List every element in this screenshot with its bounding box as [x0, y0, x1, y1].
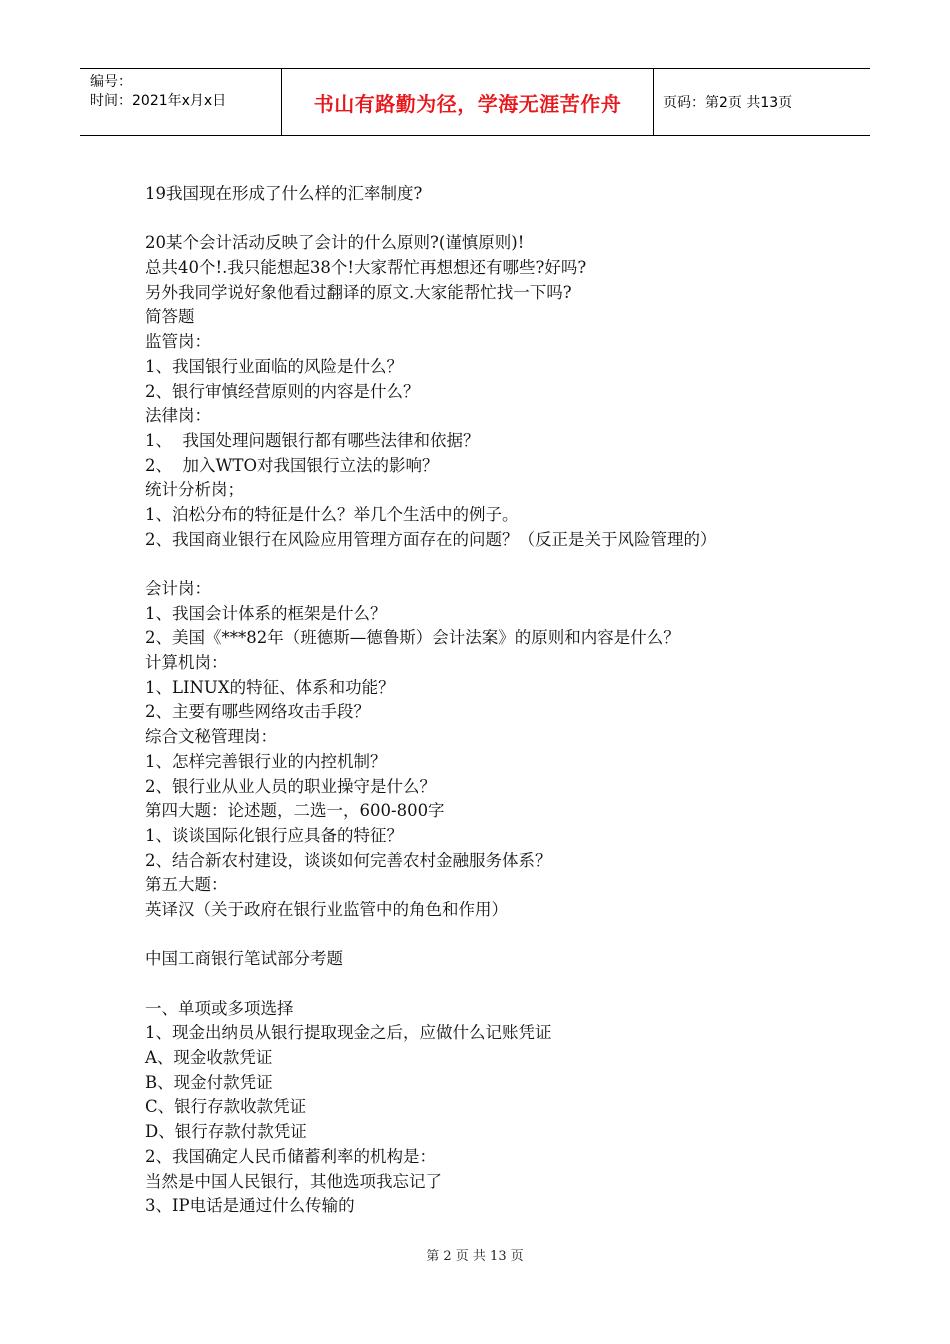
text-line: 2、结合新农村建设，谈谈如何完善农村金融服务体系？	[145, 850, 552, 870]
text-line: 1、我国银行业面临的风险是什么？	[145, 356, 403, 376]
blank-line	[145, 923, 850, 948]
text-line: 20某个会计活动反映了会计的什么原则?(谨慎原则)!	[145, 233, 525, 253]
text-line: 2、主要有哪些网络攻击手段？	[145, 702, 370, 722]
page-footer: 第 2 页 共 13 页	[426, 1249, 524, 1264]
header-meta-cell	[80, 69, 282, 135]
text-line: 2、我国商业银行在风险应用管理方面存在的问题？（反正是关于风险管理的）	[145, 529, 717, 549]
number-label: 编号：	[90, 74, 132, 90]
text-line: 统计分析岗；	[145, 480, 244, 500]
text-line: 总共40个!.我只能想起38个!大家帮忙再想想还有哪些?好吗?	[145, 258, 587, 278]
text-line: 第五大题：	[145, 875, 228, 895]
text-line: 2、美国《***82年（班德斯—德鲁斯）会计法案》的原则和内容是什么？	[145, 628, 680, 648]
text-line: 法律岗：	[145, 406, 211, 426]
blank-line	[145, 972, 850, 997]
text-line: 1、我国会计体系的框架是什么？	[145, 603, 387, 623]
text-line: B、现金付款凭证	[145, 1072, 273, 1092]
text-line: 综合文秘管理岗：	[145, 727, 277, 747]
text-line: 另外我同学说好象他看过翻译的原文.大家能帮忙找一下吗?	[145, 282, 572, 302]
header-motto: 书山有路勤为径，学海无涯苦作舟	[282, 69, 654, 135]
text-line: A、现金收款凭证	[145, 1048, 273, 1068]
document-header	[80, 68, 870, 136]
text-line: 2、我国确定人民币储蓄利率的机构是：	[145, 1146, 436, 1166]
text-line: 2、 加入WTO对我国银行立法的影响？	[145, 455, 439, 475]
text-line: 简答题	[145, 307, 195, 327]
text-line: 中国工商银行笔试部分考题	[145, 949, 343, 969]
text-line: C、银行存款收款凭证	[145, 1097, 307, 1117]
text-line: 计算机岗：	[145, 653, 228, 673]
text-line: 会计岗：	[145, 579, 211, 598]
text-line: 1、泊松分布的特征是什么？举几个生活中的例子。	[145, 504, 519, 524]
text-line: 19我国现在形成了什么样的汇率制度?	[145, 184, 423, 203]
text-line: 1、现金出纳员从银行提取现金之后，应做什么记账凭证	[145, 1023, 552, 1043]
text-line: 1、 我国处理问题银行都有哪些法律和依据？	[145, 430, 480, 450]
date-label: 时间：2021年x月x日	[90, 93, 227, 109]
text-line: D、银行存款付款凭证	[145, 1122, 307, 1142]
text-line: 2、银行业从业人员的职业操守是什么？	[145, 776, 436, 796]
document-body	[145, 182, 850, 1219]
text-line: 1、怎样完善银行业的内控机制？	[145, 751, 387, 771]
text-line: 第四大题：论述题，二选一，600-800字	[145, 801, 445, 821]
text-line: 3、IP电话是通过什么传输的	[145, 1196, 355, 1216]
text-line: 一、单项或多项选择	[145, 998, 294, 1018]
header-page-info: 页码：第2页 共13页	[663, 95, 793, 111]
text-line: 监管岗：	[145, 332, 211, 352]
text-line: 1、谈谈国际化银行应具备的特征？	[145, 825, 403, 845]
blank-line	[145, 207, 850, 232]
blank-line	[145, 552, 850, 577]
text-line: 英译汉（关于政府在银行业监管中的角色和作用）	[145, 899, 508, 919]
text-line: 当然是中国人民银行，其他选项我忘记了	[145, 1171, 442, 1191]
text-line: 2、银行审慎经营原则的内容是什么？	[145, 381, 420, 401]
text-line: 1、LINUX的特征、体系和功能？	[145, 677, 395, 697]
